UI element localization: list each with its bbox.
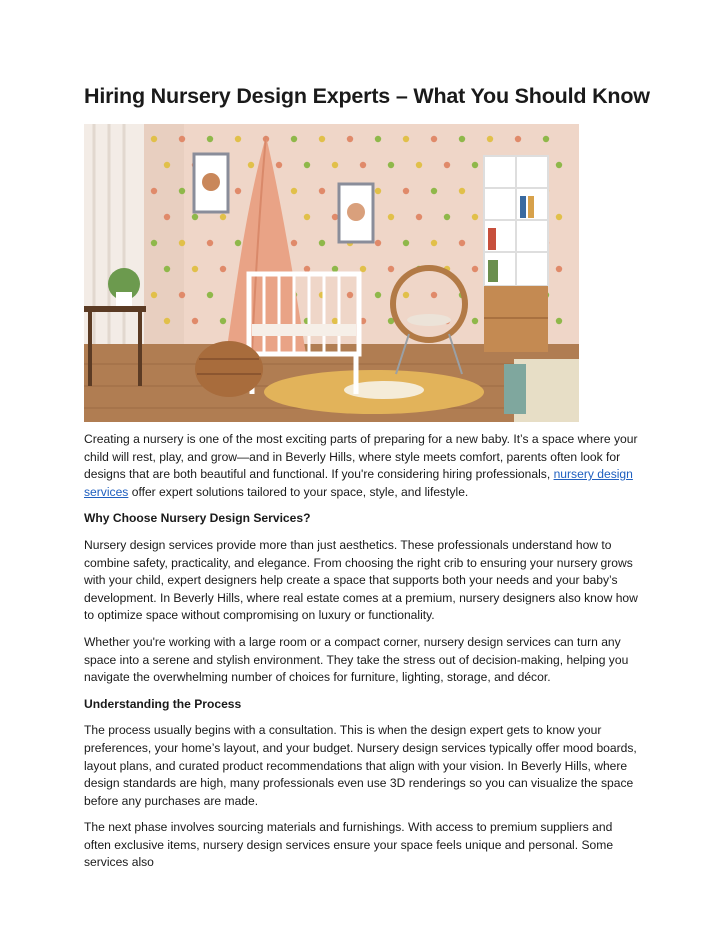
section-heading-why: Why Choose Nursery Design Services?: [84, 511, 311, 526]
article-body: [84, 431, 640, 881]
intro-text: Creating a nursery is one of the most exciting parts of preparing for a new baby. It’s a space where your child will rest, play, and grow—and in Beverly Hills, where style meets comfort, parents often look for designs that are both beautiful and functional. If you're considering hiring professionals,: [84, 432, 638, 482]
page-title: Hiring Nursery Design Experts – What You Should Know: [84, 84, 650, 108]
nursery-design-services-link[interactable]: nursery design services: [84, 467, 633, 499]
paragraph: Nursery design services provide more than just aesthetics. These professionals understand how to combine safety, practicality, and elegance. From choosing the right crib to ensuring your nursery grows with your child, expert designers help create a space that supports both your needs and your baby’s development. In Beverly Hills, where real estate comes at a premium, nursery designers also know how to optimize space without compromising on luxury or functionality.: [84, 537, 638, 623]
paragraph: The next phase involves sourcing materials and furnishings. With access to premium suppliers and often exclusive items, nursery design services ensure your space feels unique and personal. Some services also: [84, 820, 614, 870]
paragraph: Whether you're working with a large room or a compact corner, nursery design services can turn any space into a serene and stylish environment. They take the stress out of decision-making, helping you navigate the overwhelming number of choices for furniture, lighting, storage, and décor.: [84, 634, 629, 685]
hero-image: [84, 124, 579, 422]
section-heading-process: Understanding the Process: [84, 696, 242, 711]
intro-text-after: offer expert solutions tailored to your space, style, and lifestyle.: [128, 484, 469, 499]
paragraph: The process usually begins with a consultation. This is when the design expert gets to know your preferences, your home’s layout, and your budget. Nursery design services typically offer mood boards, layout plans, and curated product recommendations that align with your vision. In Beverly Hills, where design standards are high, many professionals even use 3D renderings so you can visualize the space before any purchases are made.: [84, 723, 637, 808]
intro-paragraph: [84, 431, 640, 501]
